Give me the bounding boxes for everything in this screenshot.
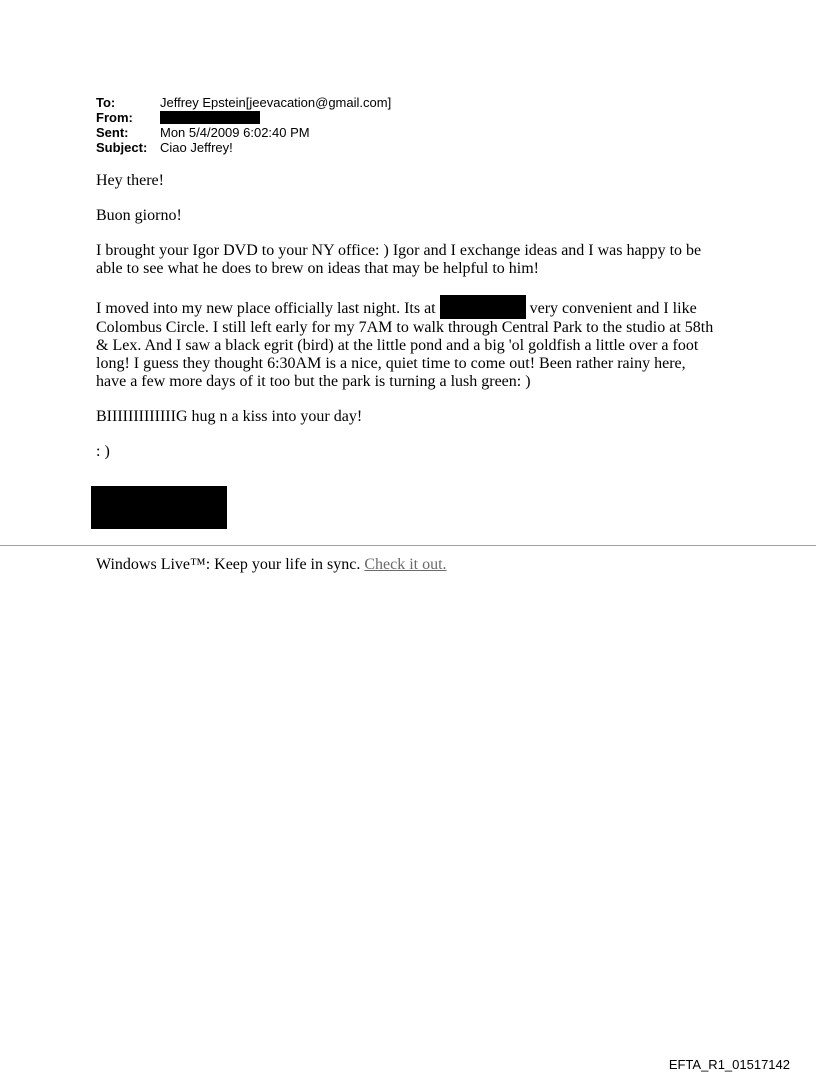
paragraph-new-place-line-2: Colombus Circle. I still left early for my 7AM to walk through Central Park to the studio at 58th [96, 319, 714, 336]
check-it-out-link[interactable]: Check it out. [364, 556, 447, 573]
greeting: Hey there! [96, 172, 164, 189]
from-row [96, 110, 391, 125]
from-redaction [160, 111, 260, 124]
sent-label: Sent: [96, 125, 129, 140]
salutation: Buon giorno! [96, 207, 182, 224]
address-redaction [440, 295, 526, 319]
paragraph-new-place-line-1 [96, 295, 736, 319]
footer-divider [0, 545, 816, 546]
signature-redaction [91, 486, 227, 529]
paragraph-new-place [96, 295, 736, 391]
from-label: From: [96, 110, 133, 125]
to-label: To: [96, 95, 116, 110]
subject-row [96, 140, 391, 155]
sent-value: Mon 5/4/2009 6:02:40 PM [160, 125, 310, 140]
paragraph-new-place-line-3: & Lex. And I saw a black egrit (bird) at the little pond and a big 'ol goldfish a little over a foot [96, 337, 699, 354]
line-1-end: very convenient and I like [525, 300, 697, 317]
paragraph-dvd [96, 242, 736, 278]
email-header [96, 95, 391, 155]
email-body [96, 172, 736, 478]
windows-live-footer [96, 556, 447, 574]
hug-line: BIIIIIIIIIIIIIG hug n a kiss into your day! [96, 408, 363, 425]
footer-text: Windows Live™: Keep your life in sync. [96, 556, 365, 573]
sent-row [96, 125, 391, 140]
subject-label: Subject: [96, 140, 148, 155]
paragraph-dvd-line-2: able to see what he does to brew on ideas that may be helpful to him! [96, 260, 539, 277]
paragraph-new-place-line-5: have a few more days of it too but the park is turning a lush green: ) [96, 373, 531, 390]
subject-value: Ciao Jeffrey! [160, 140, 233, 155]
paragraph-dvd-line-1: I brought your Igor DVD to your NY office: ) Igor and I exchange ideas and I was happy to be [96, 242, 702, 259]
to-value: Jeffrey Epstein[jeevacation@gmail.com] [160, 95, 392, 110]
line-1-start: I moved into my new place officially last night. Its at [96, 300, 440, 317]
to-row [96, 95, 391, 110]
smiley: : ) [96, 443, 110, 460]
document-id: EFTA_R1_01517142 [668, 1057, 790, 1072]
paragraph-new-place-line-4: long! I guess they thought 6:30AM is a nice, quiet time to come out! Been rather rainy here, [96, 355, 686, 372]
